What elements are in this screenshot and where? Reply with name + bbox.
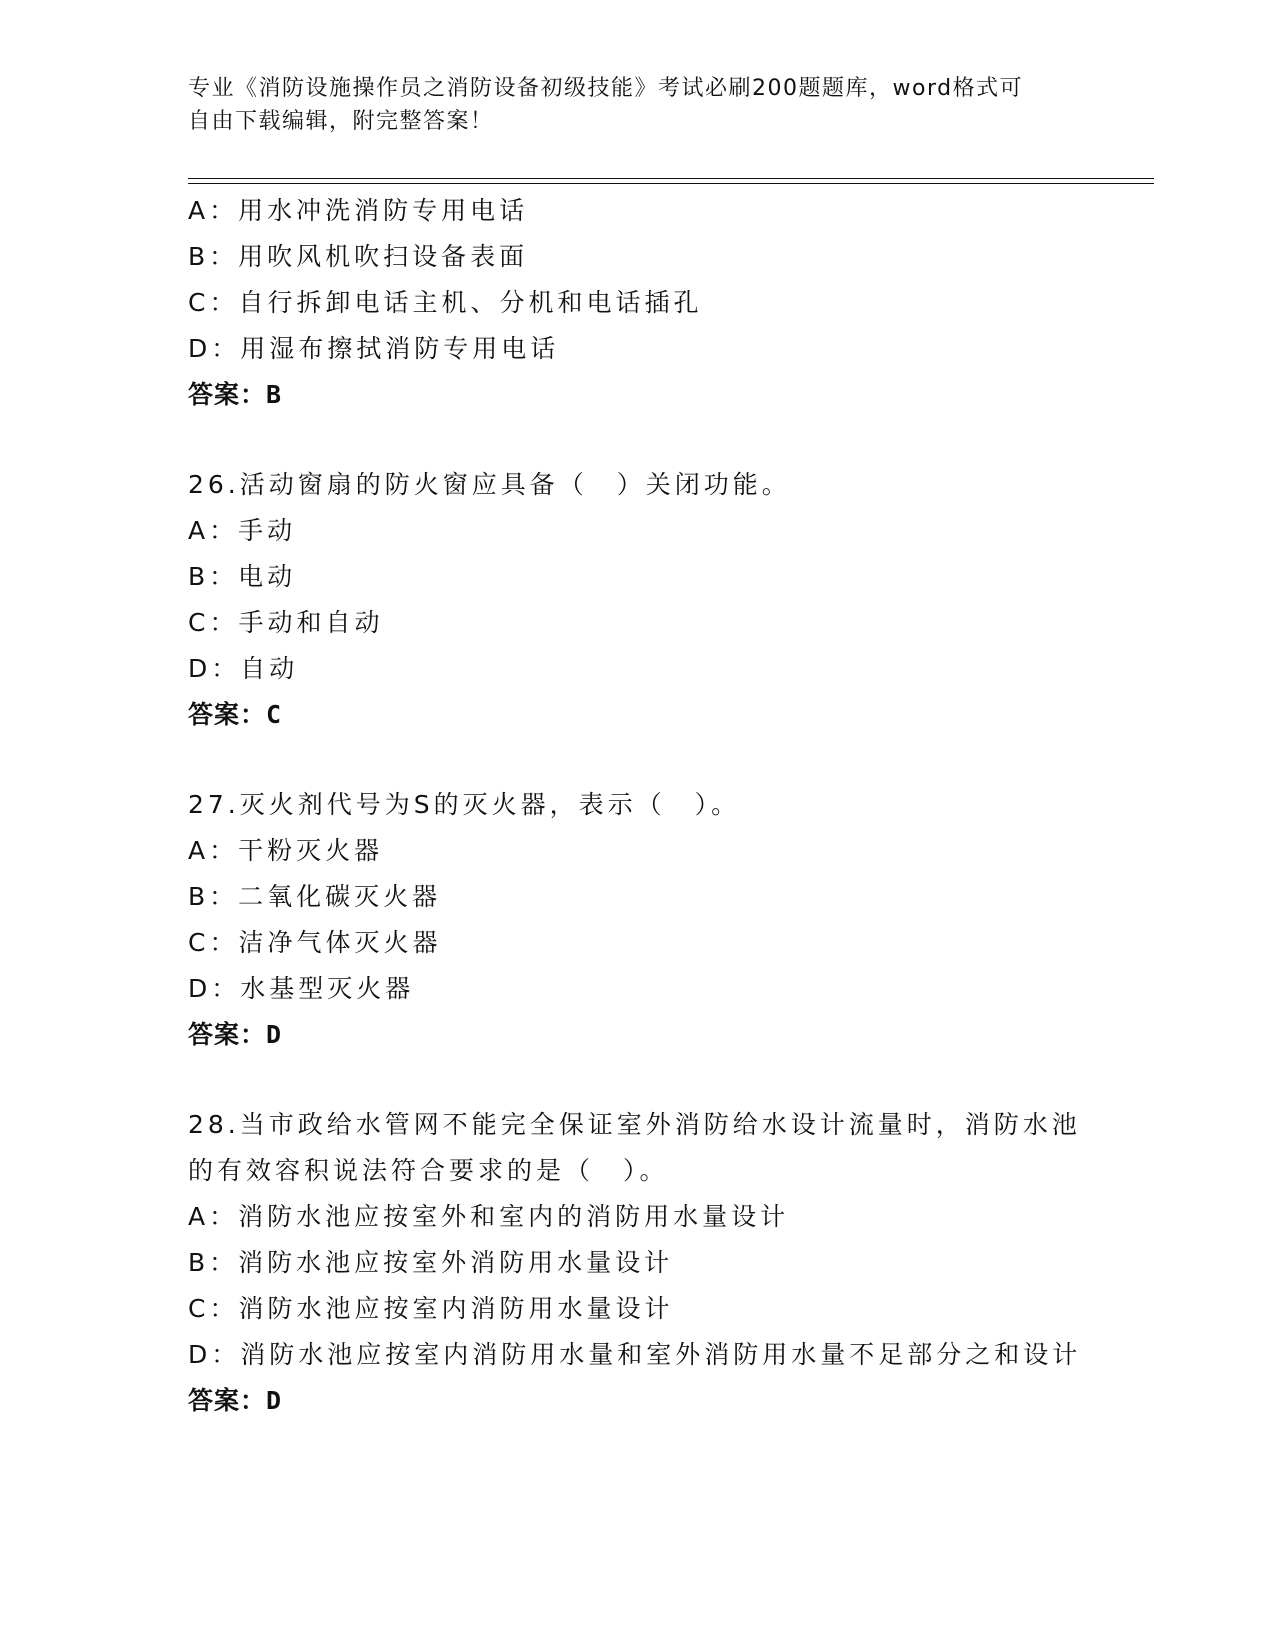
page-header xyxy=(188,72,1068,138)
option-a: A：用水冲洗消防专用电话 xyxy=(188,196,529,225)
option-b: B：用吹风机吹扫设备表面 xyxy=(188,242,529,271)
option-a: A：手动 xyxy=(188,516,297,545)
question-list xyxy=(188,188,1148,1424)
option-a: A：消防水池应按室外和室内的消防用水量设计 xyxy=(188,1202,790,1231)
option-c: C：手动和自动 xyxy=(188,608,384,637)
question-stem: 26.活动窗扇的防火窗应具备（ ）关闭功能。 xyxy=(188,470,791,499)
answer: 答案：D xyxy=(188,1020,283,1049)
question-28 xyxy=(188,1102,1148,1424)
question-25 xyxy=(188,188,1148,418)
header-line-1: 专业《消防设施操作员之消防设备初级技能》考试必刷200题题库，word格式可 xyxy=(188,76,1024,101)
option-b: B：电动 xyxy=(188,562,297,591)
header-divider-bottom xyxy=(188,183,1154,184)
option-c: C：消防水池应按室内消防用水量设计 xyxy=(188,1294,674,1323)
option-b: B：二氧化碳灭火器 xyxy=(188,882,442,911)
answer: 答案：B xyxy=(188,380,283,409)
question-stem: 27.灭火剂代号为S的灭火器，表示（ ）。 xyxy=(188,790,741,819)
question-stem-line-1: 28.当市政给水管网不能完全保证室外消防给水设计流量时，消防水池 xyxy=(188,1110,1081,1139)
answer: 答案：D xyxy=(188,1386,283,1415)
header-divider-top xyxy=(188,178,1154,179)
question-27 xyxy=(188,782,1148,1058)
question-26 xyxy=(188,462,1148,738)
option-d: D：用湿布擦拭消防专用电话 xyxy=(188,334,560,363)
option-d: D：自动 xyxy=(188,654,299,683)
option-c: C：洁净气体灭火器 xyxy=(188,928,442,957)
header-line-2: 自由下载编辑，附完整答案！ xyxy=(188,109,494,134)
option-a: A：干粉灭火器 xyxy=(188,836,384,865)
option-c: C：自行拆卸电话主机、分机和电话插孔 xyxy=(188,288,703,317)
option-b: B：消防水池应按室外消防用水量设计 xyxy=(188,1248,674,1277)
answer: 答案：C xyxy=(188,700,283,729)
question-stem-line-2: 的有效容积说法符合要求的是（ ）。 xyxy=(188,1156,669,1185)
option-d: D：水基型灭火器 xyxy=(188,974,415,1003)
option-d: D：消防水池应按室内消防用水量和室外消防用水量不足部分之和设计 xyxy=(188,1340,1082,1369)
